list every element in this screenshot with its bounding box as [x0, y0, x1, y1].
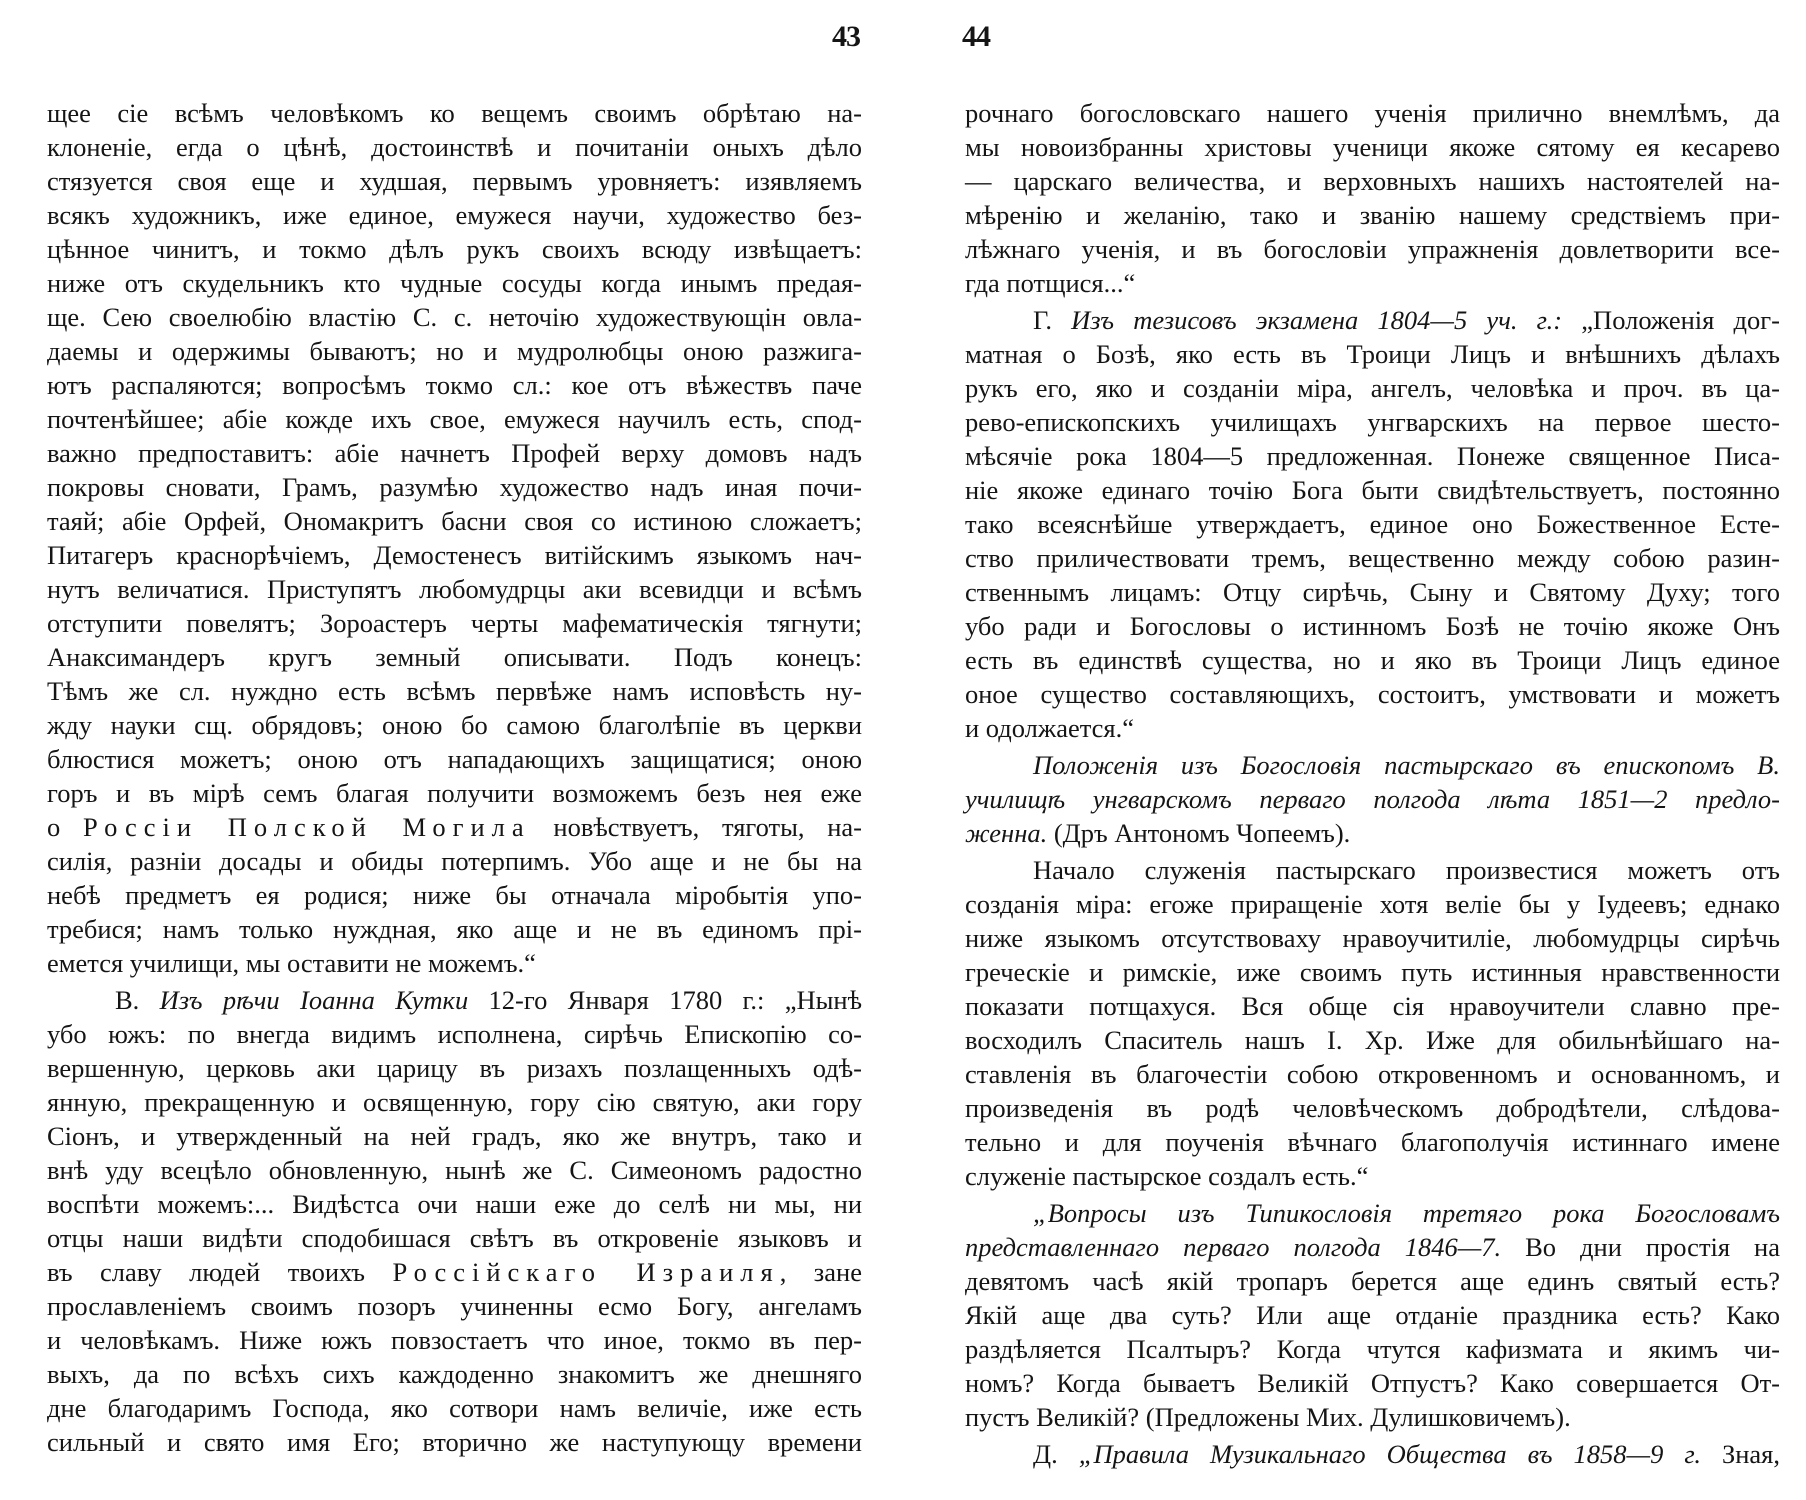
italic-text-segment: „Вопросы изъ Типикословія третяго рока Богословамъ: [1033, 1198, 1780, 1228]
text-line: [47, 708, 862, 742]
text-line: [47, 572, 862, 606]
text-segment: Якій аще два суть? Или аще отданіе праздника есть? Како: [965, 1300, 1780, 1330]
paragraph: [965, 96, 1780, 300]
text-segment: цѣнное чинитъ, и токмо дѣлъ рукъ своихъ всюду извѣщаетъ:: [47, 234, 862, 264]
text-line: [47, 300, 862, 334]
text-line: [965, 371, 1780, 405]
text-line: [47, 368, 862, 402]
text-line: [47, 1289, 862, 1323]
text-line: [47, 470, 862, 504]
text-segment: греческіе и римскіе, иже своимъ путь истинныя нравственности: [965, 957, 1780, 987]
text-segment: мѣсячіе рока 1804—5 предложенная. Понеже священное Писа-: [965, 441, 1780, 471]
text-segment: тельно и для поученія вѣчнаго благополучія истиннаго имене: [965, 1127, 1780, 1157]
text-segment: мѣренію и желанію, тако и званію нашему средствіемъ при-: [965, 200, 1780, 230]
text-segment: новѣствуетъ, тяготы, на-: [530, 812, 863, 842]
text-line: [965, 164, 1780, 198]
text-line: [47, 742, 862, 776]
text-segment: стязуется своя еще и худшая, первымъ уровняетъ: изявляемъ: [47, 166, 862, 196]
text-line: [47, 844, 862, 878]
text-segment: ютъ распаляются; вопросѣмъ токмо сл.: кое отъ вѣжествъ паче: [47, 370, 862, 400]
text-line: [965, 711, 1780, 745]
text-line: [965, 1264, 1780, 1298]
text-segment: покровы сновати, Грамъ, разумѣю художество надъ иная почи-: [47, 472, 862, 502]
text-segment: убо ради и Богословы о истинномъ Бозѣ не точію якоже Онъ: [965, 611, 1780, 641]
text-line: [965, 1159, 1780, 1193]
text-segment: почтенѣйшее; абіе кожде ихъ свое, емужеся научилъ есть, спод-: [47, 404, 862, 434]
text-segment: таяй; абіе Орфей, Ономакритъ басни своя со истиною сложаетъ;: [47, 506, 862, 536]
italic-text-segment: Изъ тезисовъ экзамена 1804—5 уч. г.:: [1071, 305, 1563, 335]
text-line: [965, 1400, 1780, 1434]
italic-text-segment: представленнаго перваго полгода 1846—7.: [965, 1232, 1502, 1262]
text-line: [47, 1391, 862, 1425]
text-line: [47, 912, 862, 946]
text-line: [47, 1323, 862, 1357]
text-line: [47, 266, 862, 300]
text-segment: Во дни простія на: [1501, 1232, 1780, 1262]
italic-text-segment: училищѣ унгварскомъ перваго полгода лѣта 1851—2 предло-: [965, 784, 1780, 814]
text-segment: ство приличествовати тремъ, вещественно между собою разин-: [965, 543, 1780, 573]
text-segment: рукъ его, яко и созданіи міра, ангелъ, человѣка и проч. въ ца-: [965, 373, 1780, 403]
paragraph: [965, 1437, 1780, 1471]
text-line: [965, 989, 1780, 1023]
italic-text-segment: женна.: [965, 818, 1048, 848]
paragraph: [965, 748, 1780, 850]
spaced-text-segment: Россійскаго Израиля: [392, 1257, 780, 1287]
text-segment: показати потщахуся. Вся обще сія нравоучители славно пре-: [965, 991, 1780, 1021]
text-segment: отцы наши видѣти сподобишася свѣтъ въ откровеніе языковъ и: [47, 1223, 862, 1253]
text-line: [965, 198, 1780, 232]
text-line: [965, 1057, 1780, 1091]
text-segment: янную, прекращенную и освященную, гору сію святую, аки гору: [47, 1087, 862, 1117]
text-segment: Начало служенія пастырскаго произвестися можетъ отъ: [1033, 855, 1780, 885]
page-number-left: 43: [832, 20, 860, 53]
text-segment: Тѣмъ же сл. нуждно есть всѣмъ первѣже намъ исповѣсть ну-: [47, 676, 862, 706]
text-line: [47, 96, 862, 130]
text-segment: раздѣляется Псалтыръ? Когда чтутся кафизмата и якимъ чи-: [965, 1334, 1780, 1364]
text-line: [965, 303, 1780, 337]
text-segment: гда потщися...“: [965, 268, 1136, 298]
text-line: [965, 405, 1780, 439]
text-line: [965, 541, 1780, 575]
text-segment: , зане: [779, 1257, 862, 1287]
text-segment: даемы и одержимы бываютъ; но и мудролюбцы оною разжига-: [47, 336, 862, 366]
text-line: [47, 436, 862, 470]
text-line: [965, 130, 1780, 164]
text-segment: тако всеяснѣйше утверждаетъ, единое оно Божественное Есте-: [965, 509, 1780, 539]
text-segment: въ славу людей твоихъ: [47, 1257, 393, 1287]
text-line: [47, 1085, 862, 1119]
text-line: [47, 1187, 862, 1221]
text-line: [965, 643, 1780, 677]
text-line: [47, 334, 862, 368]
text-segment: и человѣкамъ. Ниже южъ повзостаетъ что иное, токмо въ пер-: [47, 1325, 862, 1355]
text-line: [47, 402, 862, 436]
text-segment: номъ? Когда бываетъ Великій Отпустъ? Како совершается От-: [965, 1368, 1780, 1398]
page-number-right: 44: [962, 20, 990, 53]
text-segment: Г.: [1033, 305, 1072, 335]
spaced-text-segment: Россіи Полской Могила: [82, 812, 531, 842]
text-line: [47, 640, 862, 674]
text-line: [47, 1153, 862, 1187]
text-segment: прославленіемъ своимъ позоръ учиненны есмо Богу, ангеламъ: [47, 1291, 862, 1321]
text-segment: рево-епископскихъ училищахъ унгварскихъ на первое шесто-: [965, 407, 1780, 437]
text-segment: есть въ единствѣ существа, но и яко въ Троици Лицъ единое: [965, 645, 1780, 675]
text-segment: оное существо составляющихъ, состоитъ, умствовати и можетъ: [965, 679, 1780, 709]
text-line: [965, 337, 1780, 371]
text-segment: важно предпоставитъ: абіе начнетъ Профей верху домовъ надъ: [47, 438, 862, 468]
text-line: [965, 96, 1780, 130]
text-line: [47, 983, 862, 1017]
italic-text-segment: Положенія изъ Богословія пастырскаго въ епископомъ В.: [1033, 750, 1780, 780]
text-line: [47, 198, 862, 232]
text-segment: Питагеръ краснорѣчіемъ, Демостенесъ витійскимъ языкомъ нач-: [47, 540, 862, 570]
text-segment: сильный и свято имя Его; вторично же наступующу времени: [47, 1427, 862, 1457]
text-segment: убо южъ: по внегда видимъ исполнена, сирѣчь Епископію со-: [47, 1019, 862, 1049]
text-segment: дне благодаримъ Господа, яко сотвори намъ величіе, иже есть: [47, 1393, 862, 1423]
text-line: [47, 1051, 862, 1085]
text-segment: Сіонъ, и утвержденный на ней градъ, яко же внутръ, тако и: [47, 1121, 862, 1151]
text-line: [47, 1221, 862, 1255]
text-segment: ственнымъ лицамъ: Отцу сирѣчь, Сыну и Святому Духу; того: [965, 577, 1780, 607]
text-line: [47, 674, 862, 708]
text-segment: и одолжается.“: [965, 713, 1134, 743]
text-segment: щее сіе всѣмъ человѣкомъ ко вещемъ своимъ обрѣтаю на-: [47, 98, 862, 128]
paragraph: [47, 96, 862, 980]
text-segment: всякъ художникъ, иже единое, емужеся научи, художество без-: [47, 200, 862, 230]
text-segment: силія, разніи досады и обиды потерпимъ. Убо аще и не бы на: [47, 846, 862, 876]
text-segment: отступити повелятъ; Зороастеръ черты мафематическія тягнути;: [47, 608, 862, 638]
text-line: [47, 538, 862, 572]
text-line: [47, 1425, 862, 1459]
text-line: [47, 878, 862, 912]
text-line: [47, 606, 862, 640]
text-segment: ніе якоже единаго точію Бога быти свидѣтельствуетъ, постоянно: [965, 475, 1780, 505]
paragraph: [965, 1196, 1780, 1434]
text-segment: „Положенія дог-: [1562, 305, 1780, 335]
text-line: [965, 677, 1780, 711]
text-segment: жду науки сщ. обрядовъ; оною бо самою благолѣпіе въ церкви: [47, 710, 862, 740]
text-line: [47, 164, 862, 198]
paragraph: [965, 853, 1780, 1193]
text-segment: ниже отъ скудельникъ кто чудные сосуды когда инымъ предая-: [47, 268, 862, 298]
paragraph: [47, 983, 862, 1459]
text-line: [965, 1023, 1780, 1057]
text-line: [47, 504, 862, 538]
text-segment: мы новоизбранны христовы ученици якоже сятому ея кесарево: [965, 132, 1780, 162]
text-line: [47, 776, 862, 810]
text-line: [47, 232, 862, 266]
text-line: [965, 507, 1780, 541]
text-line: [965, 473, 1780, 507]
text-segment: лѣжнаго ученія, и въ богословіи упражненія довлетворити все-: [965, 234, 1780, 264]
text-segment: служеніе пастырское создалъ есть.“: [965, 1161, 1369, 1191]
text-segment: произведенія въ родѣ человѣческомъ добродѣтели, слѣдова-: [965, 1093, 1780, 1123]
text-line: [965, 853, 1780, 887]
text-line: [965, 1298, 1780, 1332]
text-line: [965, 1091, 1780, 1125]
text-line: [965, 955, 1780, 989]
text-line: [47, 1119, 862, 1153]
text-segment: ще. Сею своелюбію властію С. с. неточію художествующін овла-: [47, 302, 862, 332]
text-line: [47, 1017, 862, 1051]
text-line: [47, 130, 862, 164]
italic-text-segment: Изъ рѣчи Іоанна Кутки: [159, 985, 469, 1015]
text-segment: Анаксимандеръ кругъ земный описывати. Подъ конецъ:: [47, 642, 862, 672]
text-segment: Д.: [1033, 1439, 1079, 1469]
text-line: [965, 1366, 1780, 1400]
text-segment: восходилъ Спаситель нашъ І. Хр. Иже для обильнѣйшаго на-: [965, 1025, 1780, 1055]
text-line: [965, 1230, 1780, 1264]
text-line: [47, 810, 862, 844]
text-segment: ниже языкомъ отсутствоваху нравоучитиліе, любомудрцы сирѣчь: [965, 923, 1780, 953]
text-line: [47, 946, 862, 980]
text-segment: (Дръ Антономъ Чопеемъ).: [1047, 818, 1351, 848]
text-line: [965, 1196, 1780, 1230]
text-segment: девятомъ часѣ якій тропаръ берется аще единъ святый есть?: [965, 1266, 1780, 1296]
text-line: [965, 232, 1780, 266]
text-line: [965, 439, 1780, 473]
text-segment: воспѣти можемъ:... Видѣстса очи наши еже до селѣ ни мы, ни: [47, 1189, 862, 1219]
text-line: [965, 782, 1780, 816]
text-segment: клоненіе, егда о цѣнѣ, достоинствѣ и почитаніи оныхъ дѣло: [47, 132, 862, 162]
text-line: [965, 816, 1780, 850]
text-segment: нутъ величатися. Приступятъ любомудрцы аки всевидци и всѣмъ: [47, 574, 862, 604]
text-segment: матная о Бозѣ, яко есть въ Троици Лицъ и внѣшнихъ дѣлахъ: [965, 339, 1780, 369]
text-segment: вершенную, церковь аки царицу въ ризахъ позлащенныхъ одѣ-: [47, 1053, 862, 1083]
text-line: [965, 575, 1780, 609]
text-segment: емется училищи, мы оставити не можемъ.“: [47, 948, 536, 978]
text-segment: требися; намъ только нуждная, яко аще и не въ единомъ прі-: [47, 914, 862, 944]
text-segment: выхъ, да по всѣхъ сихъ каждоденно знакомитъ же днешняго: [47, 1359, 862, 1389]
text-segment: рочнаго богословскаго нашего ученія прилично внемлѣмъ, да: [965, 98, 1780, 128]
right-page-text-column: [965, 96, 1780, 1474]
text-segment: пустъ Великій? (Предложены Мих. Дулишковичемъ).: [965, 1402, 1571, 1432]
text-segment: о: [47, 812, 83, 842]
text-segment: блюстися можетъ; оною отъ нападающихъ защищатися; оною: [47, 744, 862, 774]
italic-text-segment: „Правила Музикальнаго Общества въ 1858—9 г.: [1078, 1439, 1701, 1469]
text-segment: небѣ предметъ ея родися; ниже бы отначала міробытія упо-: [47, 880, 862, 910]
text-segment: ставленія въ благочестіи собою откровенномъ и основанномъ, и: [965, 1059, 1780, 1089]
left-page-text-column: [47, 96, 862, 1462]
text-line: [965, 266, 1780, 300]
text-segment: — царскаго величества, и верховныхъ нашихъ настоятелей на-: [965, 166, 1780, 196]
text-line: [965, 1332, 1780, 1366]
text-segment: внѣ уду всецѣло обновленную, нынѣ же С. Симеономъ радостно: [47, 1155, 862, 1185]
text-segment: горъ и въ мірѣ семъ благая получити возможемъ безъ нея еже: [47, 778, 862, 808]
text-line: [965, 609, 1780, 643]
text-segment: Зная,: [1700, 1439, 1780, 1469]
text-line: [47, 1357, 862, 1391]
text-line: [47, 1255, 862, 1289]
text-segment: В.: [115, 985, 160, 1015]
text-line: [965, 921, 1780, 955]
text-segment: созданія міра: егоже приращеніе хотя веліе бы у Іудеевъ; еднако: [965, 889, 1780, 919]
text-line: [965, 1125, 1780, 1159]
paragraph: [965, 303, 1780, 745]
text-line: [965, 1437, 1780, 1471]
text-line: [965, 887, 1780, 921]
text-segment: 12-го Января 1780 г.: „Нынѣ: [468, 985, 862, 1015]
text-line: [965, 748, 1780, 782]
